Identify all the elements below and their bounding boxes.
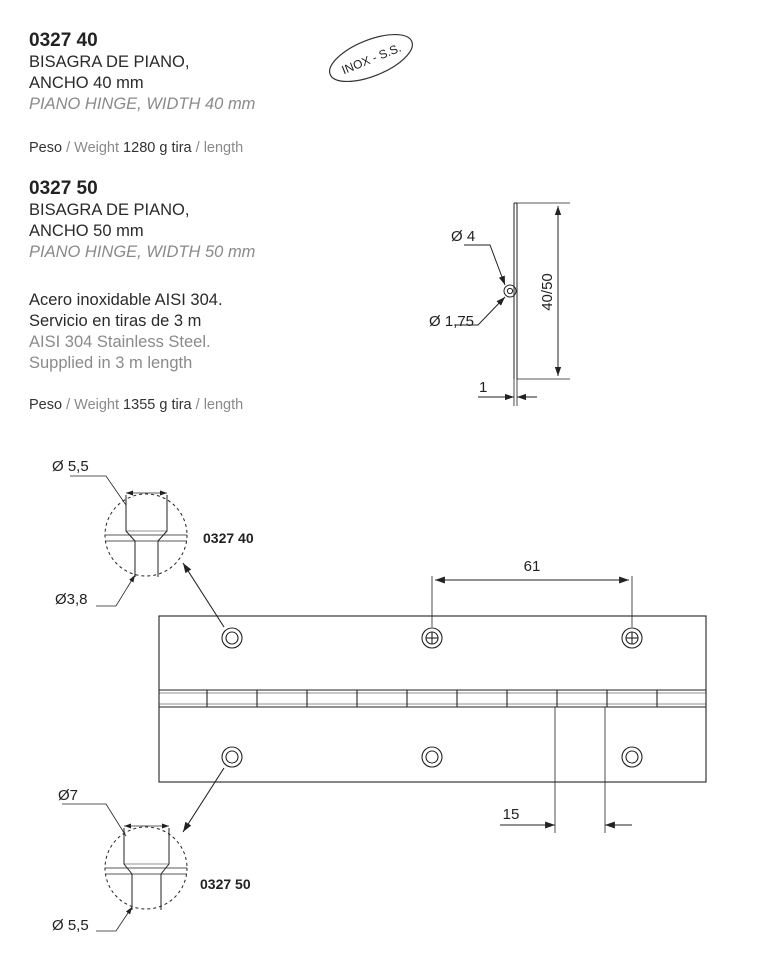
material-es-2: Servicio en tiras de 3 m [29, 312, 202, 330]
thickness-label: 1 [479, 379, 488, 396]
detail-40-dia-top: Ø 5,5 [52, 458, 89, 475]
detail-50-code: 0327 50 [200, 876, 251, 892]
hole-bottom-2 [422, 747, 442, 767]
sep: / [62, 140, 75, 156]
sep: / [191, 397, 204, 413]
hinge-front-view [159, 563, 706, 833]
name-es-line2: ANCHO 40 mm [29, 74, 144, 92]
name-es-line2: ANCHO 50 mm [29, 222, 144, 240]
name-es-line1: BISAGRA DE PIANO, [29, 201, 190, 219]
name-en: PIANO HINGE, WIDTH 40 mm [29, 95, 256, 113]
product-code: 0327 50 [29, 178, 98, 199]
product-code: 0327 40 [29, 30, 98, 51]
material-es-1: Acero inoxidable AISI 304. [29, 291, 223, 309]
knuckle-joints [207, 690, 657, 707]
weight-label: Weight [74, 397, 120, 413]
detail-50-dia-bottom: Ø 5,5 [52, 917, 89, 934]
hole-bottom-3 [622, 747, 642, 767]
hole-top-3 [622, 628, 642, 648]
peso-label: Peso [29, 140, 63, 156]
name-en: PIANO HINGE, WIDTH 50 mm [29, 243, 256, 261]
hole-top-1 [222, 628, 242, 648]
detail-0327-50 [62, 804, 187, 931]
hole-top-2 [422, 628, 442, 648]
sep: / [62, 397, 75, 413]
detail-40-code: 0327 40 [203, 530, 254, 546]
dia-pin-label: Ø 4 [451, 228, 476, 245]
dia-small-label: Ø 1,75 [429, 313, 475, 330]
sep: / [191, 140, 204, 156]
inox-stamp [323, 25, 418, 91]
weight-label: Weight [74, 140, 120, 156]
detail-0327-40 [70, 476, 187, 606]
knuckle-length-label: 15 [502, 806, 520, 823]
peso-label: Peso [29, 397, 63, 413]
weight-value: 1355 g tira [119, 397, 192, 413]
stamp-text: INOX - S.S. [339, 40, 404, 78]
length-label: length [203, 397, 244, 413]
material-en-1: AISI 304 Stainless Steel. [29, 333, 211, 351]
hole-bottom-1 [222, 747, 242, 767]
name-es-line1: BISAGRA DE PIANO, [29, 53, 190, 71]
detail-50-dia-top: Ø7 [58, 787, 79, 804]
length-label: length [203, 140, 244, 156]
material-en-2: Supplied in 3 m length [29, 354, 193, 372]
hole-spacing-label: 61 [523, 558, 541, 575]
detail-40-dia-bottom: Ø3,8 [55, 591, 88, 608]
weight-value: 1280 g tira [119, 140, 192, 156]
height-label: 40/50 [539, 273, 556, 311]
